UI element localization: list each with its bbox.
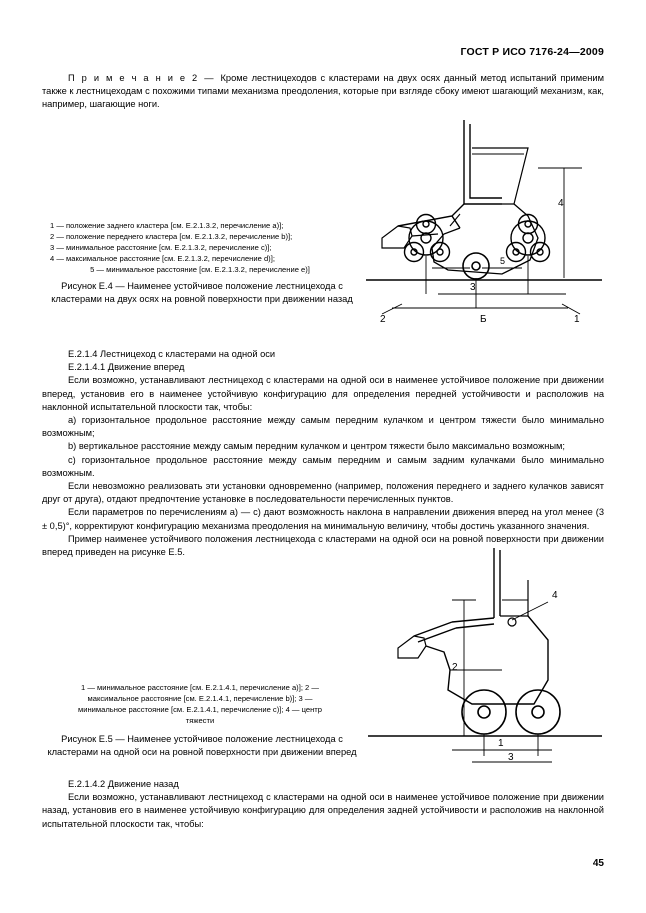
note-label: П р и м е ч а н и е 2 — [68, 73, 221, 83]
figure-e4-label-3: 3 [470, 282, 476, 293]
note-text: Кроме лестницеходов с кластерами на двух осях данный метод испытаний применим также к лестницеходам с похожими типами механизма преодоления, которые при взгляде сбоку имеют шагающий механизм, как, например, шагающие ноги. [42, 73, 604, 110]
heading-e2141: Е.2.1.4.1 Движение вперед [68, 362, 185, 373]
figure-e4-legend [50, 220, 350, 275]
note-paragraph [42, 72, 604, 112]
paragraph: a) горизонтальное продольное расстояние между самым передним кулачком и центром тяжести было минимально возможным; [42, 415, 604, 439]
page-number: 45 [592, 858, 604, 869]
figure-e5-caption: Рисунок Е.5 — Наименее устойчивое положение лестницехода с кластерами на одной оси на ровной поверхности при движении вперед [47, 734, 357, 757]
legend-line: минимальное расстояние [см. Е.2.1.4.1, перечисление c)]; 4 — центр [77, 705, 322, 714]
figure-e5-label-4: 4 [552, 590, 558, 601]
legend-line: 2 — положение переднего кластера [см. Е.2.1.3.2, перечисление b)]; [50, 232, 293, 241]
figure-e5-label-1: 1 [498, 738, 504, 749]
figure-e4-drawing [352, 108, 612, 328]
figure-e4-label-1: 1 [574, 314, 580, 325]
note-block [42, 72, 604, 112]
figure-e4-caption: Рисунок Е.4 — Наименее устойчивое положение лестницехода с кластерами на двух осях на ровной поверхности при движении назад [51, 281, 353, 304]
legend-line: 1 — минимальное расстояние [см. Е.2.1.4.1, перечисление a)]; 2 — [81, 683, 319, 692]
figure-e5-label-3: 3 [508, 752, 514, 763]
section-e2142 [42, 778, 604, 831]
figure-e4-svg [352, 108, 612, 328]
paragraph: b) вертикальное расстояние между самым передним кулачком и центром тяжести было максимально возможным; [68, 441, 566, 452]
legend-line: 5 — минимальное расстояние [см. Е.2.1.3.2, перечисление e)] [90, 265, 310, 274]
legend-line: максимальное расстояние [см. Е.2.1.4.1, перечисление b)]; 3 — [87, 694, 313, 703]
figure-e5-svg [352, 540, 612, 770]
legend-line: 3 — минимальное расстояние [см. Е.2.1.3.2, перечисление c)]; [50, 243, 272, 252]
heading-e214: Е.2.1.4 Лестницеход с кластерами на одной оси [68, 349, 276, 359]
section-e214 [42, 348, 604, 559]
figure-e5-drawing [352, 540, 612, 770]
figure-e4-label-2: 2 [380, 314, 386, 325]
page-header: ГОСТ Р ИСО 7176-24—2009 [460, 46, 604, 58]
figure-e4-label-4: 4 [558, 198, 564, 209]
paragraph: Если возможно, устанавливают лестницеход с кластерами на одной оси в наименее устойчивое положение при движении вперед, установив его в наименее устойчивую конфигурацию для определения передней устойчивости и расположив на наклонной испытательной плоскости так, чтобы: [42, 375, 604, 412]
paragraph: c) горизонтальное продольное расстояние между самым передним и самым задним кулачками было минимально возможным. [42, 454, 604, 478]
legend-line: 4 — максимальное расстояние [см. Е.2.1.3.2, перечисление d)]; [50, 254, 275, 263]
heading-e2142: Е.2.1.4.2 Движение назад [68, 779, 179, 789]
paragraph: Если возможно, устанавливают лестницеход с кластерами на одной оси в наименее устойчивое положение при движении назад, установив его в наименее устойчивую конфигурацию для определения задней устойчивости и расположив на наклонной испытательной плоскости так, чтобы: [42, 792, 604, 829]
figure-e4-label-B: Б [480, 314, 487, 325]
figure-e4-label-5: 5 [500, 256, 506, 266]
paragraph: Если невозможно реализовать эти установки одновременно (например, положения переднего и заднего кулачков зависят друг от друга), отдают предпочтение установке в последовательности перечисленных пунктов. [42, 481, 604, 505]
figure-e5-legend [50, 682, 350, 726]
paragraph: Если параметров по перечислениям a) — c) дают возможность наклона в направлении движения вперед на угол менее (3 ± 0,5)°, корректируют конфигурацию механизма преодоления на минимальную величину, чтобы достичь указанного значения. [42, 507, 604, 531]
legend-line: 1 — положение заднего кластера [см. Е.2.1.3.2, перечисление a)]; [50, 221, 284, 230]
legend-line: тяжести [185, 716, 215, 725]
paragraph: Пример наименее устойчивого положения лестницехода с кластерами на одной оси на ровной поверхности при движении вперед приведен на рисунке Е.5. [42, 533, 604, 558]
figure-e5-label-2: 2 [452, 662, 458, 673]
